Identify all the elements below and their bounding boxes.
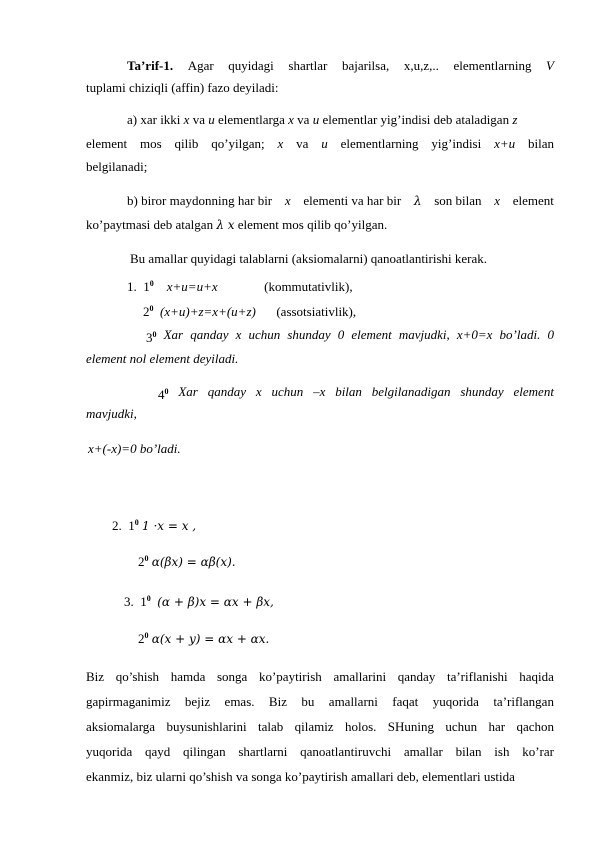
axiom-1-3-line-1: $3^0$ Xar qanday x uchun shunday 0 element mavjudki, x+0=x bo’ladi. 0	[146, 327, 554, 345]
condition-a-line-3: belgilanadi;	[86, 159, 148, 174]
definition-title: Ta’rif-1.	[127, 58, 174, 73]
axiom-1-2: $2^0$ (x+u)+z=x+(u+z) (assotsiativlik),	[143, 304, 357, 319]
paragraph-line-3: aksiomalarga buysunishlarini talab qilamiz holos. SHuning uchun har qachon	[86, 719, 554, 734]
paragraph-line-5: ekanmiz, biz ularni qo’shish va songa ko’paytirish amallari deb, elementlari ustida	[86, 769, 515, 784]
paragraph-line-2: gapirmaganimiz bejiz emas. Biz bu amallarni faqat yuqorida ta’riflangan	[86, 694, 554, 709]
axiom-1-4-line-2: mavjudki,	[86, 406, 137, 421]
axiom-2-1: 2. $1^0$ 1 ·x = x ,	[112, 518, 197, 533]
condition-a-line-1: a) xar ikki x va u elementlarga x va u elementlar yig’indisi deb ataladigan z	[127, 112, 518, 127]
axioms-intro: Bu amallar quyidagi talablarni (aksiomalarni) qanoatlantirishi kerak.	[130, 251, 488, 266]
condition-b-line-2: ko’paytmasi deb atalgan λ x element mos qilib qo’yilgan.	[86, 217, 388, 232]
paragraph-line-1: Biz qo’shish hamda songa ko’paytirish amallarini qanday ta’riflanishi haqida	[86, 669, 554, 684]
axiom-1-3-line-2: element nol element deyiladi.	[86, 351, 239, 366]
paragraph-line-4: yuqorida qayd qilingan shartlarni qanoatlantiruvchi amallar bilan ish ko’rar	[86, 744, 554, 759]
condition-a-line-2: element mos qilib qo’yilgan; x va u elementlarning yig’indisi x+u bilan	[86, 136, 554, 151]
definition-line-2: tuplami chiziqli (affin) fazo deyiladi:	[86, 80, 279, 95]
condition-b-line-1: b) biror maydonning har bir x elementi va har bir λ son bilan x element	[127, 193, 554, 208]
axiom-2-2: $2^0$ α(βx) = αβ(x).	[138, 554, 236, 569]
axiom-1-1: 1. $1^0$ x+u=u+x (kommutativlik),	[127, 279, 353, 294]
definition-line-1: Ta’rif-1. Agar quyidagi shartlar bajarilsa, x,u,z,.. elementlarning V	[127, 58, 554, 73]
axiom-1-4-line-1: $4^0$ Xar qanday x uchun –x bilan belgilanadigan shunday element	[158, 384, 554, 402]
axiom-1-4-line-3: x+(-x)=0 bo’ladi.	[88, 441, 181, 456]
axiom-3-1: 3. $1^0$ (α + β)x = αx + βx,	[124, 594, 274, 609]
axiom-3-2: $2^0$ α(x + y) = αx + αx.	[138, 631, 270, 646]
